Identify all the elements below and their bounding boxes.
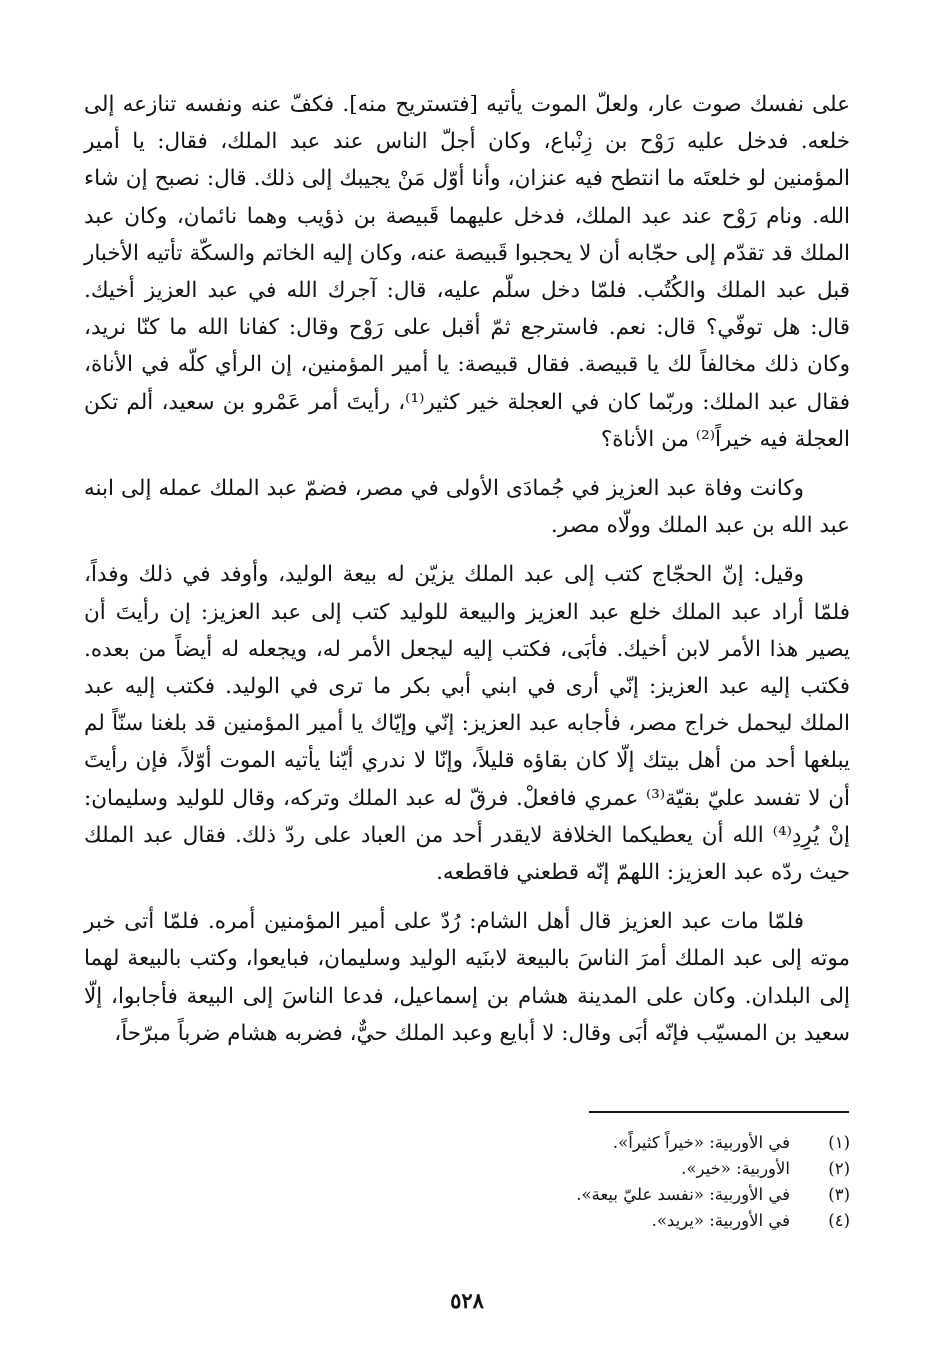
footnote-text: في الأوربية: «يريد». xyxy=(651,1211,790,1230)
footnote-4 xyxy=(350,1208,850,1234)
footnote-number: (١) xyxy=(828,1133,850,1152)
paragraph-1: على نفسك صوت عار، ولعلّ الموت يأتيه [فتستريح منه]. فكفّ عنه ونفسه تنازعه إلى خلعه. فدخل عليه رَوْح بن زِنْباع، وكان أجلّ الناس عند عبد الملك، فقال: يا أمير المؤمنين لو خلعتَه ما انتطح فيه عنزان، وأنا أوّل مَنْ يجيبك إلى ذلك. قال: نصبح إن شاء الله. ونام رَوْح عند عبد الملك، فدخل عليهما قَبيصة بن ذؤيب وهما نائمان، وكان عبد الملك قد تقدّم إلى حجّابه أن لا يحجبوا قَبيصة عنه، وكان إليه الخاتم والسكّة تأتيه الأخبار قبل عبد الملك والكُتُب. فلمّا دخل سلّم عليه، قال: آجرك الله في عبد العزيز أخيك. قال: هل توفّي؟ قال: نعم. فاسترجع ثمّ أقبل على رَوْح وقال: كفانا الله ما كنّا نريد، وكان ذلك مخالفاً لك يا قبيصة. فقال قبيصة: يا أمير المؤمنين، إن الرأي كلّه في الأناة، فقال عبد الملك: وربّما كان في العجلة خير كثير⁽¹⁾، رأيتَ أمر عَمْرو بن سعيد، ألم تكن العجلة فيه خيراً⁽²⁾ من الأناة؟ xyxy=(84,92,850,452)
paragraph-3: وقيل: إنّ الحجّاج كتب إلى عبد الملك يزيّن له بيعة الوليد، وأوفد في ذلك وفداً، فلمّا أراد عبد الملك خلع عبد العزيز والبيعة للوليد كتب إلى عبد العزيز: إن رأيتَ أن يصير هذا الأمر لابن أخيك. فأبَى، فكتب إليه ليجعل الأمر له، ويجعله له أيضاً من بعده. فكتب إليه عبد العزيز: إنّي أرى في ابني أبي بكر ما ترى في الوليد. فكتب إليه عبد الملك ليحمل خراج مصر، فأجابه عبد العزيز: إنّي وإيّاك يا أمير المؤمنين قد بلغنا سنّاً لم يبلغها أحد من أهل بيتك إلّا كان بقاؤه قليلاً، وإنّا لا ندري أيّنا يأتيه الموت أوّلاً، فإن رأيتَ أن لا تفسد عليّ بقيّة⁽³⁾ عمري فافعلْ. فرقّ له عبد الملك وتركه، وقال للوليد وسليمان: إنْ يُرِدِ⁽⁴⁾ الله أن يعطيكما الخلافة لايقدر أحد من العباد على ردّ ذلك. فقال عبد الملك حيث ردّه عبد العزيز: اللهمّ إنّه قطعني فاقطعه. xyxy=(84,562,850,886)
footnote-text: في الأوربية: «نفسد عليّ بيعة». xyxy=(576,1185,790,1204)
footnote-number: (٢) xyxy=(828,1159,850,1178)
footnote-3 xyxy=(350,1182,850,1208)
footnote-1 xyxy=(350,1130,850,1156)
footnote-2 xyxy=(350,1156,850,1182)
footnotes xyxy=(350,1130,850,1234)
body-text xyxy=(84,86,850,1052)
page-number: ٥٢٨ xyxy=(450,1288,484,1313)
footnote-divider xyxy=(589,1111,849,1113)
footnote-text: في الأوربية: «خيراً كثيراً». xyxy=(612,1133,790,1152)
footnote-text: الأوربية: «خير». xyxy=(681,1159,790,1178)
paragraph-4: فلمّا مات عبد العزيز قال أهل الشام: رُدّ على أمير المؤمنين أمره. فلمّا أتى خبر موته إلى عبد الملك أمرَ الناسَ بالبيعة لابنَيه الوليد وسليمان، فبايعوا، وكتب بالبيعة لهما إلى البلدان. وكان على المدينة هشام بن إسماعيل، فدعا الناسَ إلى البيعة فأجابوا، إلّا سعيد بن المسيّب فإنّه أبَى وقال: لا أبايع وعبد الملك حيٌّ، فضربه هشام ضرباً مبرّحاً، xyxy=(84,909,850,1046)
footnote-number: (٤) xyxy=(828,1211,850,1230)
footnote-number: (٣) xyxy=(828,1185,850,1204)
paragraph-2: وكانت وفاة عبد العزيز في جُمادَى الأولى في مصر، فضمّ عبد الملك عمله إلى ابنه عبد الله بن عبد الملك وولّاه مصر. xyxy=(84,476,850,539)
